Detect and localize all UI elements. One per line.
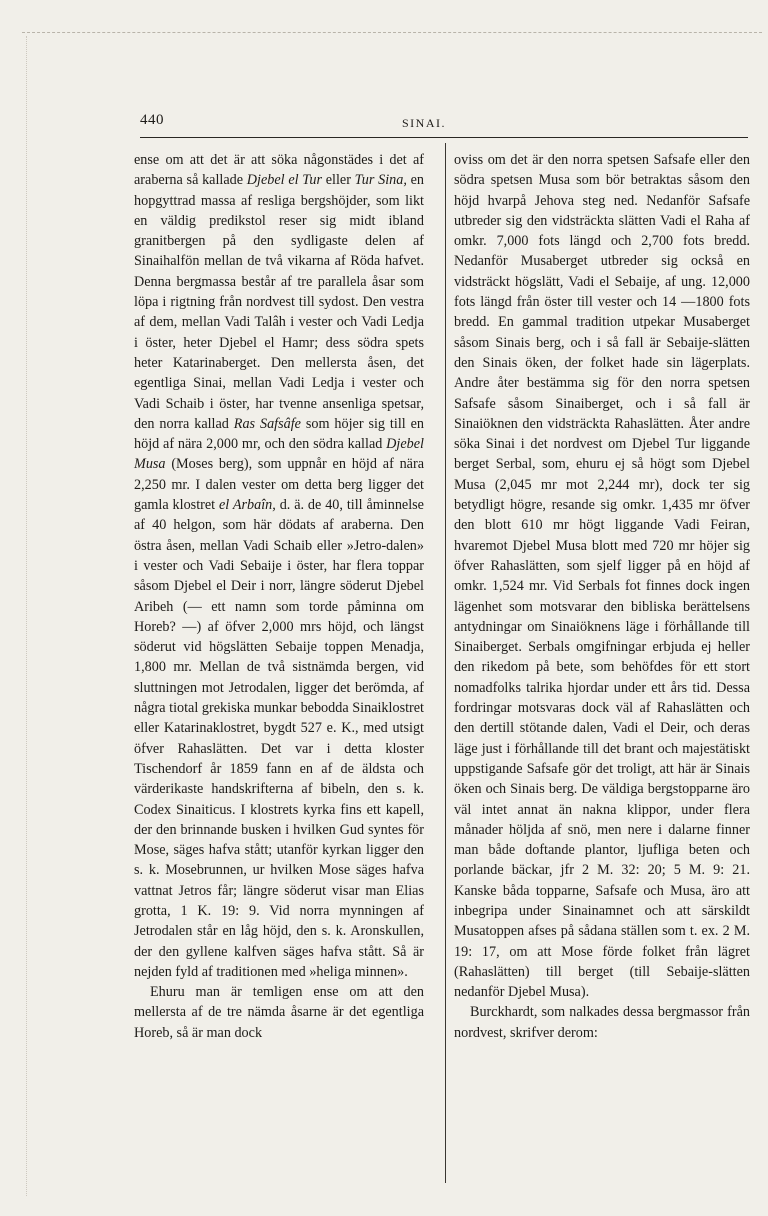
italic-term: el Arbaîn,: [218, 497, 276, 514]
italic-term: Djebel el Tur: [246, 172, 323, 189]
text-run: en hopgyttrad massa af resliga bergshöjder, som likt en väldig predikstol reser sig midt ibland granitbergen på den sydligaste delen af Sinaihalfön mellan de två vikarna af Röda hafvet. Denna bergmassa består af tre parallela åsar som löpa i rigtning från nordvest till sydost. Den vestra af dem, mellan Vadi Talâh i vester och Vadi Ledja i öster, heter Djebel el Hamr; dess södra spets heter Katarinaberget. Den mellersta åsen, det egentliga Sinai, mellan Vadi Ledja i vester och Vadi Schaib i öster, har tvenne ansenliga spetsar, den norra kallad: [134, 172, 425, 432]
page-number: 440: [140, 112, 164, 128]
page-header: [140, 112, 748, 134]
scan-left-edge: [26, 36, 27, 1196]
column-divider: [445, 143, 446, 1183]
scan-top-edge: [22, 32, 762, 33]
text-run: eller: [322, 172, 355, 189]
right-paragraph-1: oviss om det är den norra spetsen Safsafe eller den södra spetsen Musa som bör betraktas såsom den höjd hvarpå Jehova steg ned. Nedanför Safsafe utbreder sig den vidsträckta slätten Vadi el Raha af omkr. 7,000 fots längd och 2,700 fots bredd. Nedanför Musaberget utbreder sig också en vidsträckt högslätt, Vadi el Sebaije, af ung. 12,000 fots längd från öster till vester och 14 —1800 fots bredd. En gammal tradition utpekar Musaberget såsom Sinais berg, och i så fall är Sebaije-slätten den Sinais öken, der folket hade sin lägerplats. Andre åter bestämma sig för den norra spetsen Safsafe såsom Sinaiberget, och i så fall är Sinaiöknen den vidsträckta Rahaslätten. Åter andre söka Sinai i det nordvest om Djebel Tur liggande berget Serbal, som, ehuru ej så högt som Djebel Musa (2,045 mr mot 2,244 mr), dock ter sig betydligt högre, resande sig omkr. 1,435 mr öfver den blott 610 mr högt liggande Vadi Feiran, hvaremot Djebel Musa blott med 720 mr höjer sig öfver Rahaslätten, som sjelf ligger på en höjd af omkr. 1,524 mr. Vid Serbals fot finnes dock ingen lägenhet som motsvarar den bibliska berättelsens antydningar om Sinaiöknens läge i förhållande till Sinaiberget. Serbals omgifningar erbjuda ej heller den rikedom på bete, som behöfdes för ett stort nomadfolks talrika hjordar under ett års tid. Dessa fordringar motsvaras dock väl af Rahaslätten och den dertill stötande dalen, Vadi el Deir, och deras läge just i förhållande till det brant och majestätiskt uppstigande Safsafe gör det troligt, att här är Sinais öken och Sinais berg. De väldiga bergstopparne äro väl intet annat än nakna klippor, under flera månader höljda af snö, men nere i dalarne finner man både doftande plantor, ljufliga beten och porlande bäckar, jfr 2 M. 32: 20; 5 M. 9: 21. Kanske båda topparne, Safsafe och Musa, äro att inbegripa under Sinainamnet och att särskildt Musatoppen afses på sådana ställen som t. ex. 2 M. 19: 17, om att Mose förde folket från lägret (Rahaslätten) till berget (till Sebaije-slätten nedanför Djebel Musa).: [454, 152, 750, 1001]
text-run: (Moses berg), som uppnår en höjd af nära 2,250 mr. I dalen vester om detta berg ligger det gamla klostret: [134, 456, 424, 514]
left-column: [134, 150, 424, 1043]
right-column: [454, 150, 750, 1043]
running-head: SINAI.: [402, 116, 446, 130]
text-run: d. ä. de 40, till åminnelse af 40 helgon, som här dödats af araberna. Den östra åsen, mellan Vadi Schaib eller »Jetro-dalen» i vester och Vadi Sebaije i öster, har flera toppar såsom Djebel el Deir i norr, längre söderut Djebel Aribeh (— ett namn som torde påminna om Horeb? —) af öfver 2,000 mrs höjd, och längst söderut vid högslätten Sebaije toppen Menadja, 1,800 mr. Mellan de två sistnämda bergen, vid sluttningen mot Jetrodalen, ligger det berömda, af några tiotal grekiska munkar bebodda Sinaiklostret eller Katarinaklostret, bygdt 527 e. K., med utsigt öfver Rahaslätten. Det var i detta kloster Tischendorf år 1859 fann en af de äldsta och värderikaste handskrifterna af bibeln, den s. k. Codex Sinaiticus. I klostrets kyrka fins ett kapell, der den brinnande busken i hvilken Gud syntes för Mose, säges hafva stått; utanför kyrkan ligger den s. k. Mosebrunnen, ur hvilken Mose säges hafva vattnat Jetros får; längre söderut visar man Elias grotta, 1 K. 19: 9. Vid norra mynningen af Jetrodalen står en låg höjd, den s. k. Aronskullen, der den gyllene kalfven säges hafva stått. Så är nejden fyld af traditionen med »heliga minnen».: [134, 497, 424, 980]
left-paragraph-2: Ehuru man är temligen ense om att den mellersta af de tre nämda åsarne är det egentliga Horeb, så är man dock: [134, 984, 424, 1041]
italic-term: Djebel Musa: [134, 436, 424, 473]
right-paragraph-2: Burckhardt, som nalkades dessa bergmassor från nordvest, skrifver derom:: [454, 1004, 750, 1041]
italic-term: Ras Safsâfe: [233, 415, 301, 432]
left-paragraph-1: [134, 150, 424, 982]
text-run: som höjer sig till en höjd af nära 2,000 mr, och den södra kallad: [134, 415, 424, 453]
italic-term: Tur Sina,: [354, 172, 407, 189]
text-run: ense om att det är att söka någonstädes i det af araberna så kallade: [134, 152, 424, 189]
header-rule: [140, 137, 748, 138]
